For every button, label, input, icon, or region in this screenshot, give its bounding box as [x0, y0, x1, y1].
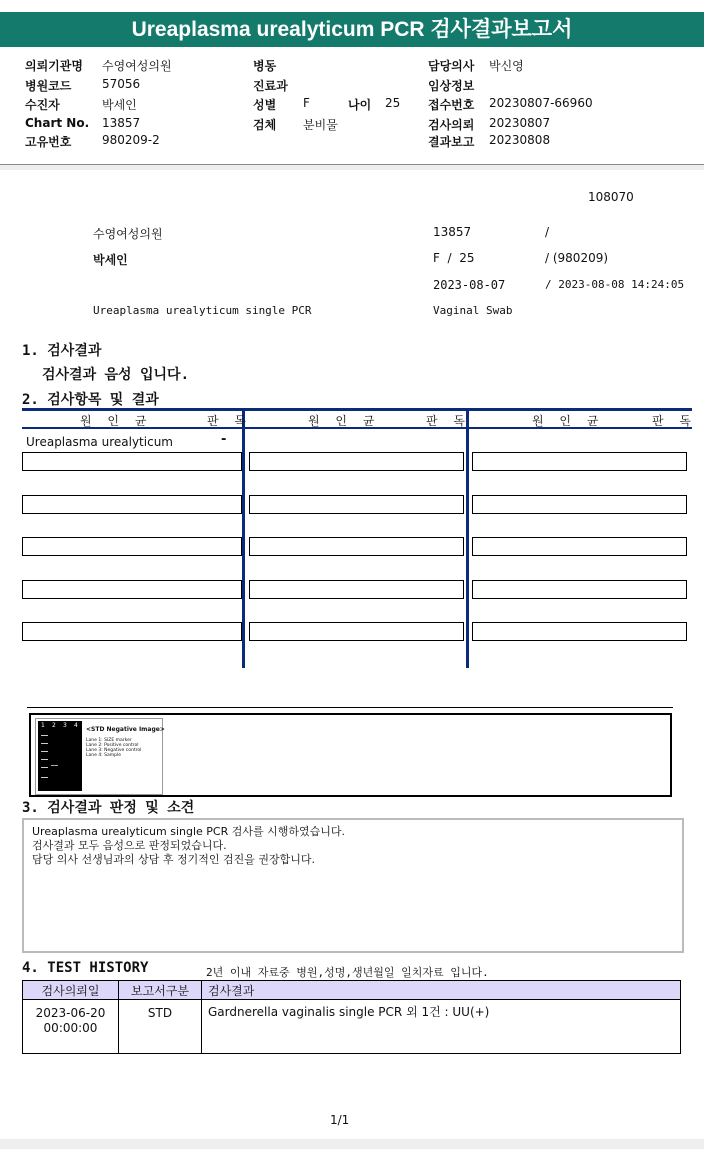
- value-patient: 박세인: [102, 98, 137, 112]
- section1-heading: 1. 검사결과: [22, 343, 102, 359]
- value-specimen: 분비물: [303, 118, 338, 132]
- col3-judgement-header: 판 독: [652, 414, 697, 428]
- summary-patient: 박세인: [93, 253, 128, 267]
- section2-heading: 2. 검사항목 및 결과: [22, 392, 159, 408]
- remarks-box: [22, 818, 684, 953]
- remark-line: 검사결과 모두 음성으로 판정되었습니다.: [32, 839, 227, 852]
- gel-legend-item: Lane 3: Negative control: [86, 748, 142, 753]
- grid-divider-2: [466, 408, 469, 668]
- grid-top-rule: [22, 408, 692, 411]
- label-request-date: 검사의뢰: [428, 118, 475, 132]
- empty-cell: [249, 580, 464, 599]
- label-hospital-code: 병원코드: [25, 79, 72, 93]
- value-unique-id: 980209-2: [102, 133, 160, 147]
- empty-cell: [22, 495, 242, 514]
- gel-band: [41, 777, 48, 778]
- summary-clinic: 수영여성의원: [93, 227, 163, 241]
- empty-cell: [472, 580, 687, 599]
- remark-line: Ureaplasma urealyticum single PCR 검사를 시행하였습니다.: [32, 825, 345, 838]
- empty-cell: [472, 537, 687, 556]
- value-age: 25: [385, 96, 401, 110]
- label-unique-id: 고유번호: [25, 135, 72, 149]
- label-specimen: 검체: [253, 118, 277, 132]
- col3-pathogen-header: 원 인 균: [532, 414, 605, 428]
- value-receipt-no: 20230807-66960: [489, 96, 593, 110]
- history-col-date: 검사의뢰일: [23, 981, 119, 1000]
- history-col-result: 검사결과: [202, 981, 681, 1000]
- summary-code: 108070: [588, 190, 634, 204]
- summary-specimen: Vaginal Swab: [433, 304, 513, 317]
- summary-sex-age: F / 25: [433, 251, 475, 265]
- history-header-row: [23, 981, 681, 1000]
- summary-report-datetime: / 2023-08-08 14:24:05: [545, 278, 685, 291]
- value-chart-no: 13857: [102, 116, 141, 130]
- report-title: Ureaplasma urealyticum PCR 검사결과보고서: [0, 12, 704, 47]
- gel-lane-label: 1: [41, 722, 45, 729]
- history-note: 2년 이내 자료중 병원,성명,생년월일 일치자료 입니다.: [206, 966, 489, 979]
- gel-band: [51, 765, 58, 766]
- history-time: 00:00:00: [43, 1021, 98, 1035]
- gel-rule: [27, 707, 673, 708]
- gel-lane-label: 4: [74, 722, 78, 729]
- value-requesting-clinic: 수영여성의원: [102, 59, 172, 73]
- empty-cell: [22, 537, 242, 556]
- section4-heading: 4. TEST HISTORY: [22, 960, 149, 976]
- value-doctor: 박신영: [489, 59, 524, 73]
- gel-legend-item: Lane 1: SIZE marker: [86, 738, 132, 743]
- col2-judgement-header: 판 독: [426, 414, 471, 428]
- value-hospital-code: 57056: [102, 77, 141, 91]
- label-doctor: 담당의사: [428, 59, 475, 73]
- gel-legend-item: Lane 2: Positive control: [86, 743, 139, 748]
- summary-request-date: 2023-08-07: [433, 278, 506, 292]
- summary-slash: /: [545, 225, 550, 239]
- col2-pathogen-header: 원 인 균: [308, 414, 381, 428]
- page-number: 1/1: [330, 1113, 350, 1127]
- label-sex: 성별: [253, 98, 277, 112]
- history-date: 2023-06-20: [35, 1006, 106, 1020]
- result-row-judgement: -: [221, 432, 227, 447]
- grid-divider-1: [242, 408, 245, 668]
- label-age: 나이: [348, 98, 372, 112]
- empty-cell: [249, 622, 464, 641]
- empty-cell: [249, 537, 464, 556]
- history-row: [23, 1000, 681, 1054]
- label-department: 진료과: [253, 79, 288, 93]
- section3-heading: 3. 검사결과 판정 및 소견: [22, 800, 195, 816]
- empty-cell: [472, 452, 687, 471]
- remark-line: 담당 의사 선생님과의 상담 후 정기적인 검진을 권장합니다.: [32, 853, 315, 866]
- history-date-cell: [23, 1000, 119, 1054]
- empty-cell: [249, 452, 464, 471]
- empty-cell: [472, 622, 687, 641]
- header-divider-shade: [0, 165, 704, 170]
- summary-test-name: Ureaplasma urealyticum single PCR: [93, 304, 312, 317]
- history-table: [22, 980, 681, 1054]
- label-clinical-info: 임상정보: [428, 79, 475, 93]
- gel-title: <STD Negative Image>: [86, 726, 165, 733]
- label-report-date: 결과보고: [428, 135, 475, 149]
- gel-lane-label: 2: [52, 722, 56, 729]
- gel-band: [41, 743, 48, 744]
- empty-cell: [22, 580, 242, 599]
- empty-cell: [249, 495, 464, 514]
- gel-band: [41, 751, 48, 752]
- history-col-type: 보고서구분: [119, 981, 202, 1000]
- col1-judgement-header: 판 독: [207, 414, 252, 428]
- empty-cell: [22, 622, 242, 641]
- summary-birth: / (980209): [545, 251, 609, 265]
- label-ward: 병동: [253, 59, 277, 73]
- value-sex: F: [303, 96, 310, 110]
- label-requesting-clinic: 의뢰기관명: [25, 59, 83, 73]
- summary-chart: 13857: [433, 225, 472, 239]
- gel-lane-label: 3: [63, 722, 67, 729]
- gel-band: [41, 759, 48, 760]
- gel-photo: [38, 721, 82, 791]
- gel-image-box: [29, 713, 672, 797]
- label-chart-no: Chart No.: [25, 116, 90, 130]
- history-result: Gardnerella vaginalis single PCR 외 1건 : UU(+): [202, 1000, 681, 1054]
- col1-pathogen-header: 원 인 균: [80, 414, 153, 428]
- gel-band: [41, 767, 48, 768]
- result-row-pathogen: Ureaplasma urealyticum: [26, 435, 173, 449]
- gel-thumbnail: [35, 718, 163, 795]
- value-report-date: 20230808: [489, 133, 551, 147]
- value-request-date: 20230807: [489, 116, 551, 130]
- section1-result: 검사결과 음성 입니다.: [42, 367, 190, 383]
- history-type: STD: [119, 1000, 202, 1054]
- gel-band: [41, 735, 48, 736]
- gel-legend-item: Lane 4: Sample: [86, 753, 121, 758]
- footer-bar: [0, 1139, 704, 1149]
- empty-cell: [22, 452, 242, 471]
- empty-cell: [472, 495, 687, 514]
- label-receipt-no: 접수번호: [428, 98, 475, 112]
- label-patient: 수진자: [25, 98, 60, 112]
